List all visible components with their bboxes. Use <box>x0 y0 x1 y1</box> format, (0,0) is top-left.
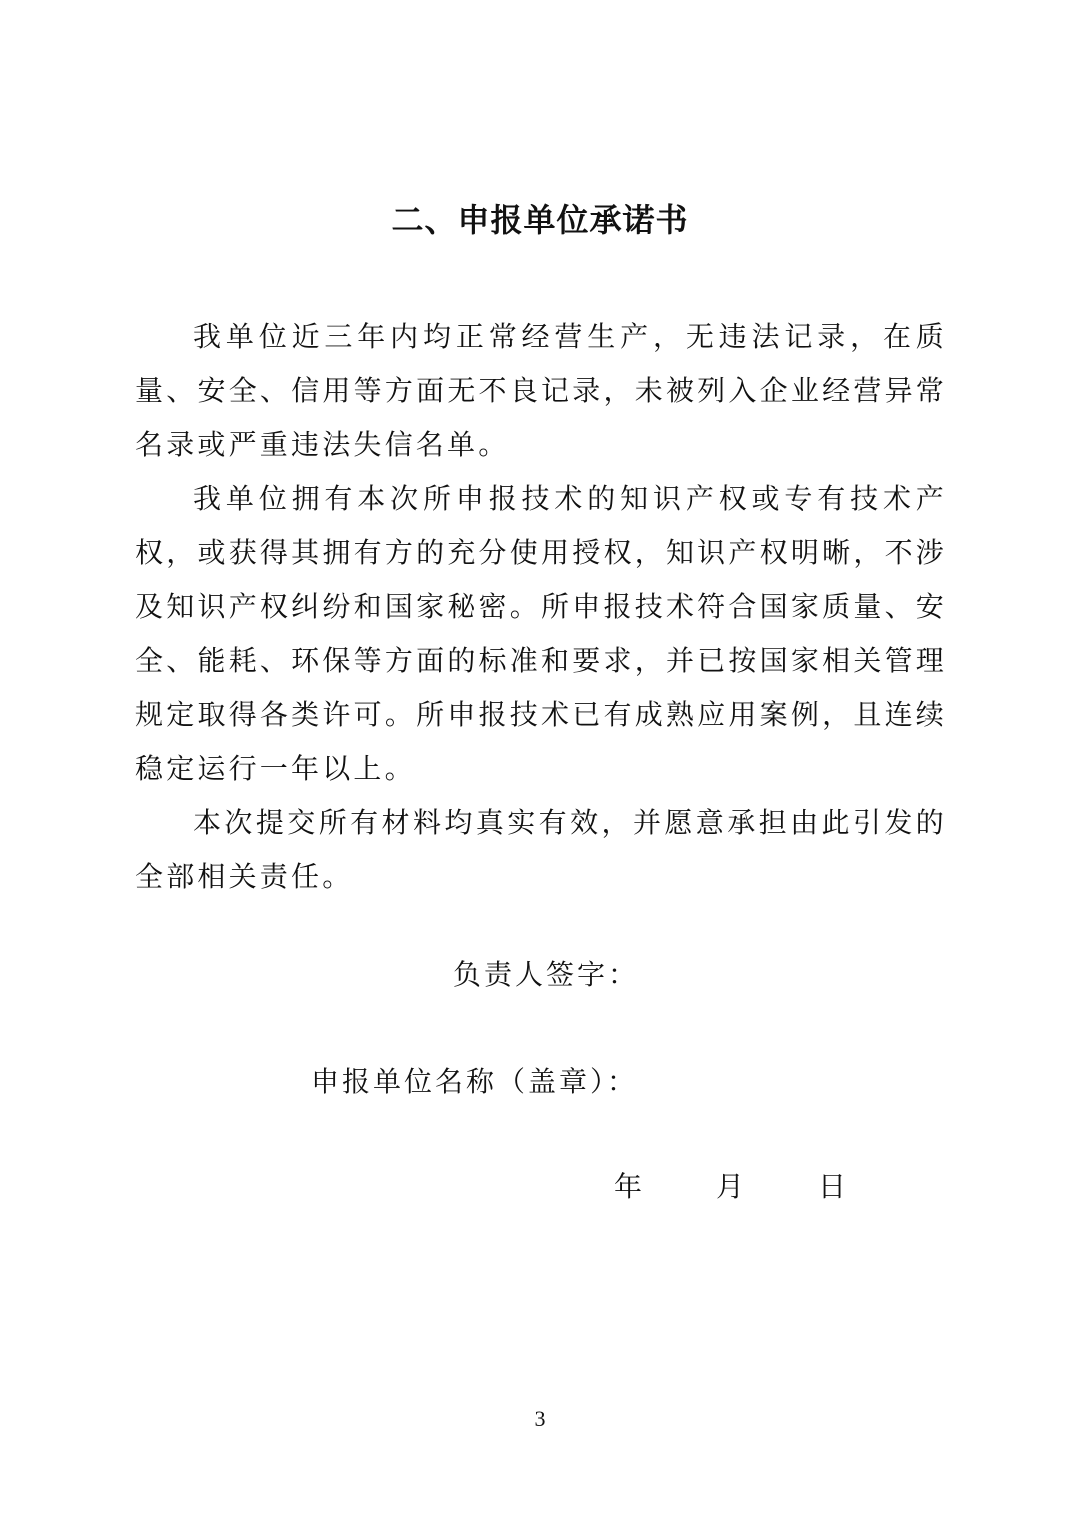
date-day-label: 日 <box>818 1170 847 1203</box>
commitment-body <box>135 310 947 904</box>
document-title: 二、申报单位承诺书 <box>391 201 689 239</box>
paragraph-compliance: 我单位近三年内均正常经营生产，无违法记录，在质量、安全、信用等方面无不良记录，未被列入企业经营异常名录或严重违法失信名单。 <box>135 320 947 461</box>
paragraph-ip-rights: 我单位拥有本次所申报技术的知识产权或专有技术产权，或获得其拥有方的充分使用授权，知识产权明晰，不涉及知识产权纠纷和国家秘密。所申报技术符合国家质量、安全、能耗、环保等方面的标准和要求，并已按国家相关管理规定取得各类许可。所申报技术已有成熟应用案例，且连续稳定运行一年以上。 <box>135 482 947 785</box>
page-number: 3 <box>534 1406 546 1431</box>
date-month-label: 月 <box>716 1170 745 1203</box>
date-year-label: 年 <box>614 1170 643 1203</box>
paragraph-authenticity: 本次提交所有材料均真实有效，并愿意承担由此引发的全部相关责任。 <box>135 806 947 893</box>
signature-person-label: 负责人签字： <box>453 958 640 991</box>
signature-unit-label: 申报单位名称（盖章）： <box>311 1065 639 1098</box>
